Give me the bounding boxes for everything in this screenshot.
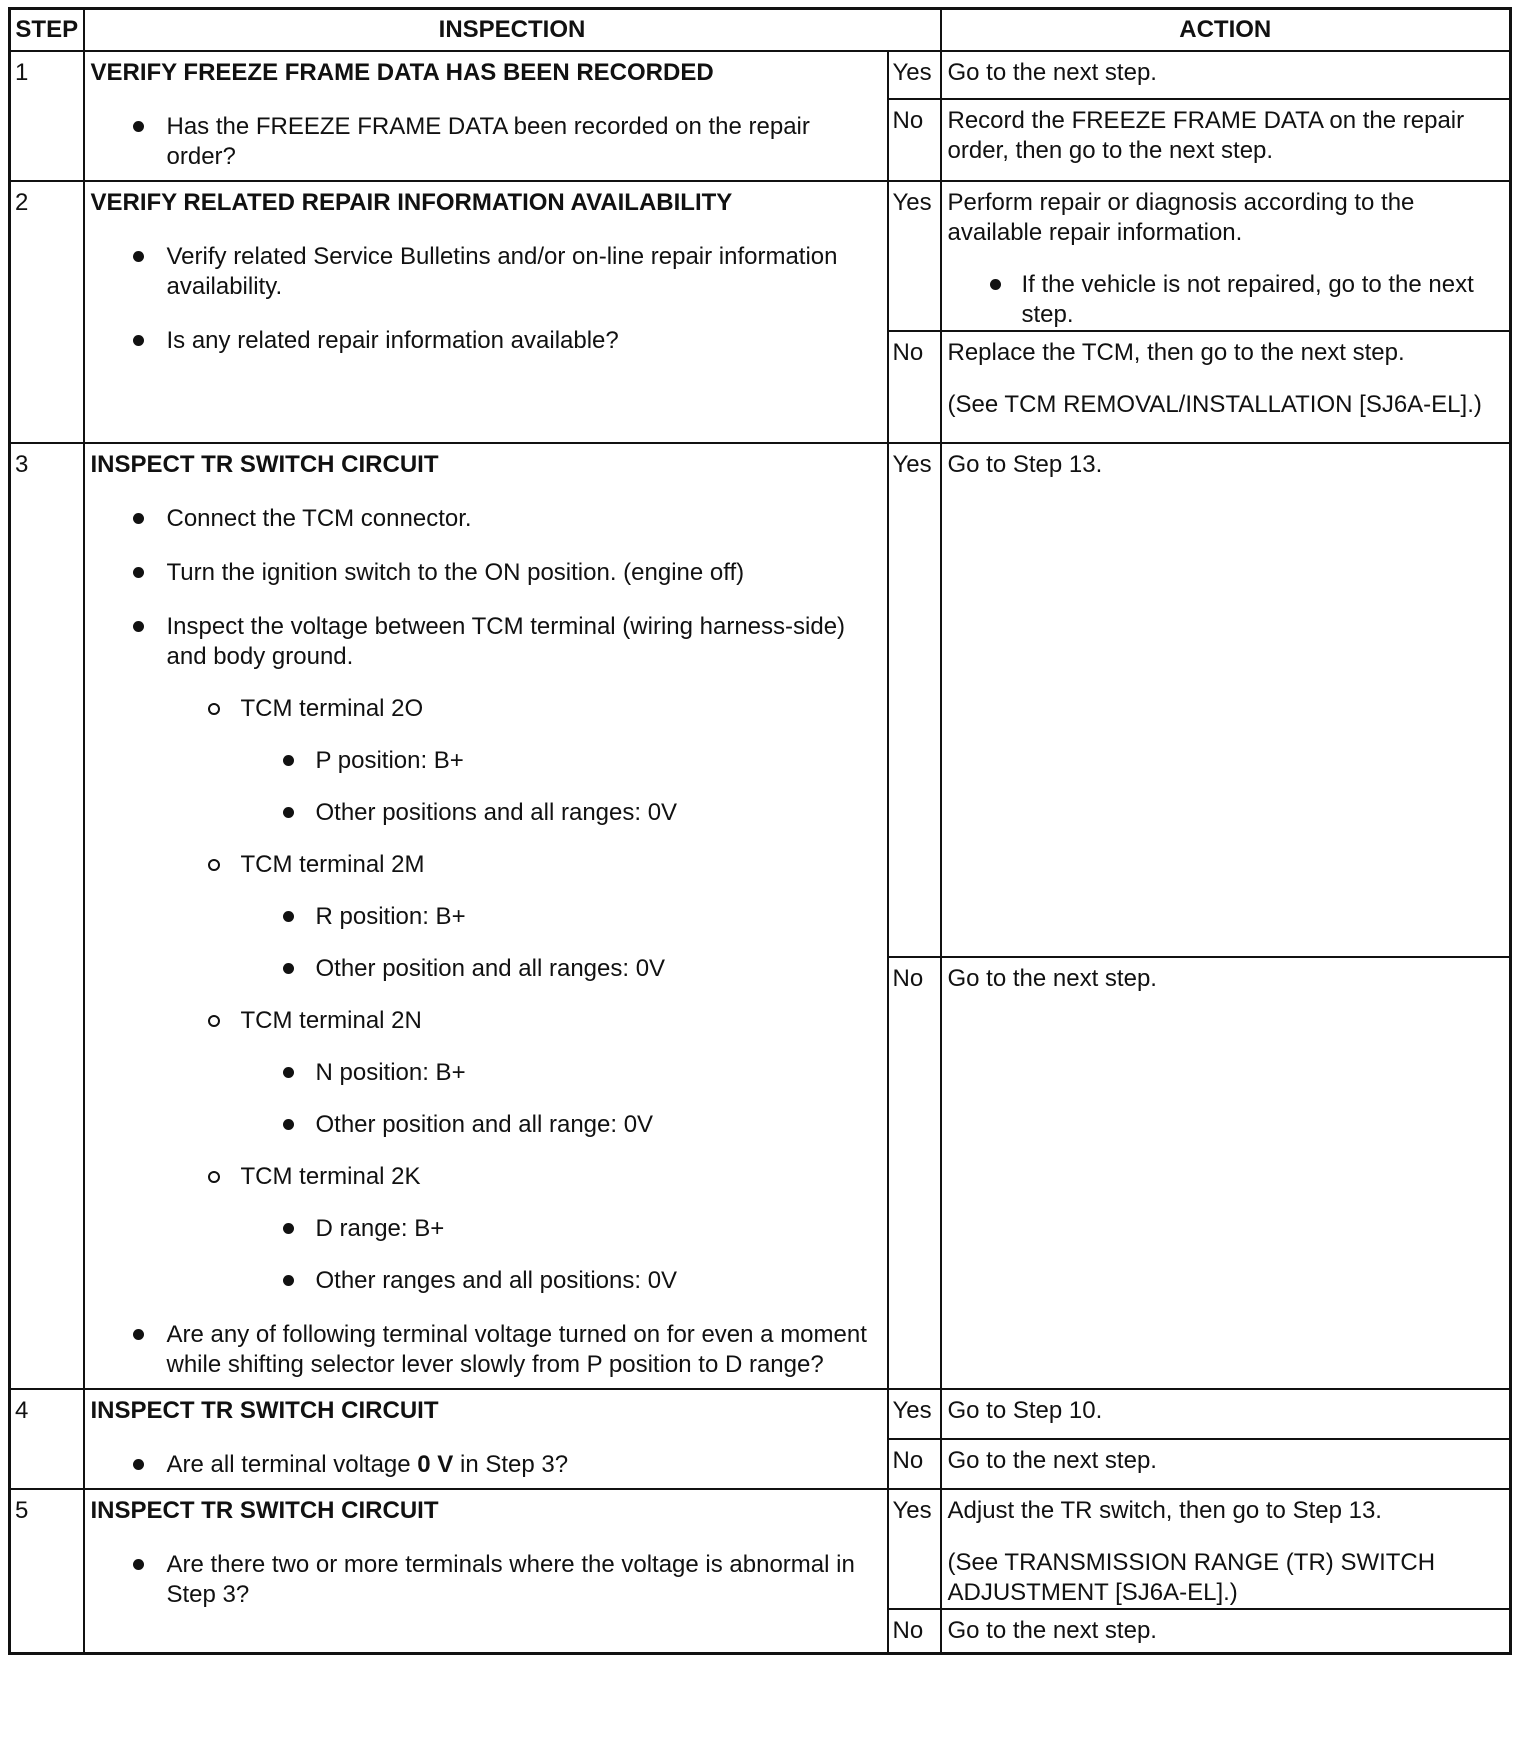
yes-action-cell xyxy=(941,181,1511,331)
yes-label: Yes xyxy=(888,1489,941,1609)
reference-text: (See TCM REMOVAL/INSTALLATION [SJ6A-EL].) xyxy=(947,391,1482,418)
yes-label: Yes xyxy=(888,181,941,331)
step-number: 2 xyxy=(10,181,84,443)
no-action: Go to the next step. xyxy=(941,957,1511,1389)
step-number: 1 xyxy=(10,51,84,181)
step-number: 5 xyxy=(10,1489,84,1654)
no-label: No xyxy=(888,331,941,443)
no-label: No xyxy=(888,957,941,1389)
no-label: No xyxy=(888,99,941,181)
yes-action: Go to the next step. xyxy=(941,51,1511,99)
yes-action-cell xyxy=(941,1489,1511,1609)
step-title: VERIFY FREEZE FRAME DATA HAS BEEN RECORDED xyxy=(90,59,714,86)
step-2-yes-row xyxy=(10,181,1511,331)
voltage-value: 0 V xyxy=(417,1451,454,1478)
step-4-yes-row xyxy=(10,1389,1511,1439)
terminal-item: TCM terminal 2M xyxy=(241,850,877,880)
yes-action: Perform repair or diagnosis according to the available repair information. xyxy=(947,189,1415,246)
no-action-cell xyxy=(941,331,1511,443)
step-5-yes-row xyxy=(10,1489,1511,1609)
yes-action: Go to Step 13. xyxy=(941,443,1511,957)
bullet-item: Inspect the voltage between TCM terminal (wiring harness-side) and body ground. xyxy=(167,612,877,672)
step-title: INSPECT TR SWITCH CIRCUIT xyxy=(90,451,439,478)
step-5-inspection xyxy=(84,1489,888,1654)
yes-action: Adjust the TR switch, then go to Step 13. xyxy=(947,1497,1382,1524)
no-action: Go to the next step. xyxy=(941,1609,1511,1654)
step-number: 3 xyxy=(10,443,84,1389)
bullet-item: Connect the TCM connector. xyxy=(167,504,877,534)
terminal-item: TCM terminal 2N xyxy=(241,1006,877,1036)
bullet-item: Are any of following terminal voltage turned on for even a moment while shifting selector lever slowly from P position to D range? xyxy=(167,1320,877,1380)
terminal-item: TCM terminal 2O xyxy=(241,694,877,724)
inspection-header: INSPECTION xyxy=(84,9,941,52)
action-header: ACTION xyxy=(941,9,1511,52)
bullet-item: Turn the ignition switch to the ON position. (engine off) xyxy=(167,558,877,588)
bullet-item: Verify related Service Bulletins and/or on-line repair information availability. xyxy=(167,242,877,302)
question-text: Are all terminal voltage xyxy=(166,1451,418,1478)
no-label: No xyxy=(888,1439,941,1489)
step-1-yes-row xyxy=(10,51,1511,99)
sub-bullet: Other positions and all ranges: 0V xyxy=(316,798,877,828)
step-title: INSPECT TR SWITCH CIRCUIT xyxy=(90,1397,439,1424)
sub-bullet: N position: B+ xyxy=(316,1058,877,1088)
bullet-item: Are there two or more terminals where the voltage is abnormal in Step 3? xyxy=(167,1550,877,1610)
reference-text: (See TRANSMISSION RANGE (TR) SWITCH ADJUSTMENT [SJ6A-EL].) xyxy=(947,1549,1436,1606)
yes-label: Yes xyxy=(888,1389,941,1439)
bullet-item xyxy=(167,1450,877,1480)
action-bullet: If the vehicle is not repaired, go to the next step. xyxy=(1022,270,1502,330)
terminal-item: TCM terminal 2K xyxy=(241,1162,877,1192)
diagnostic-procedure-table xyxy=(8,7,1512,1655)
step-4-inspection xyxy=(84,1389,888,1489)
step-number: 4 xyxy=(10,1389,84,1489)
yes-action: Go to Step 10. xyxy=(941,1389,1511,1439)
question-text-end: in Step 3? xyxy=(453,1451,569,1478)
header-row xyxy=(10,9,1511,52)
step-title: INSPECT TR SWITCH CIRCUIT xyxy=(90,1497,439,1524)
bullet-item: Has the FREEZE FRAME DATA been recorded on the repair order? xyxy=(167,112,877,172)
step-1-inspection xyxy=(84,51,888,181)
sub-bullet: Other position and all range: 0V xyxy=(316,1110,877,1140)
sub-bullet: D range: B+ xyxy=(316,1214,877,1244)
sub-bullet: P position: B+ xyxy=(316,746,877,776)
sub-bullet: R position: B+ xyxy=(316,902,877,932)
sub-bullet: Other position and all ranges: 0V xyxy=(316,954,877,984)
no-action: Replace the TCM, then go to the next step. xyxy=(947,339,1405,366)
no-action: Go to the next step. xyxy=(941,1439,1511,1489)
yes-label: Yes xyxy=(888,443,941,957)
step-title: VERIFY RELATED REPAIR INFORMATION AVAILABILITY xyxy=(90,189,733,216)
no-action: Record the FREEZE FRAME DATA on the repair order, then go to the next step. xyxy=(941,99,1511,181)
bullet-item: Is any related repair information available? xyxy=(167,326,877,356)
step-2-inspection xyxy=(84,181,888,443)
sub-bullet: Other ranges and all positions: 0V xyxy=(316,1266,877,1296)
no-label: No xyxy=(888,1609,941,1654)
step-3-yes-row xyxy=(10,443,1511,957)
step-3-inspection xyxy=(84,443,888,1389)
yes-label: Yes xyxy=(888,51,941,99)
step-header: STEP xyxy=(10,9,84,52)
